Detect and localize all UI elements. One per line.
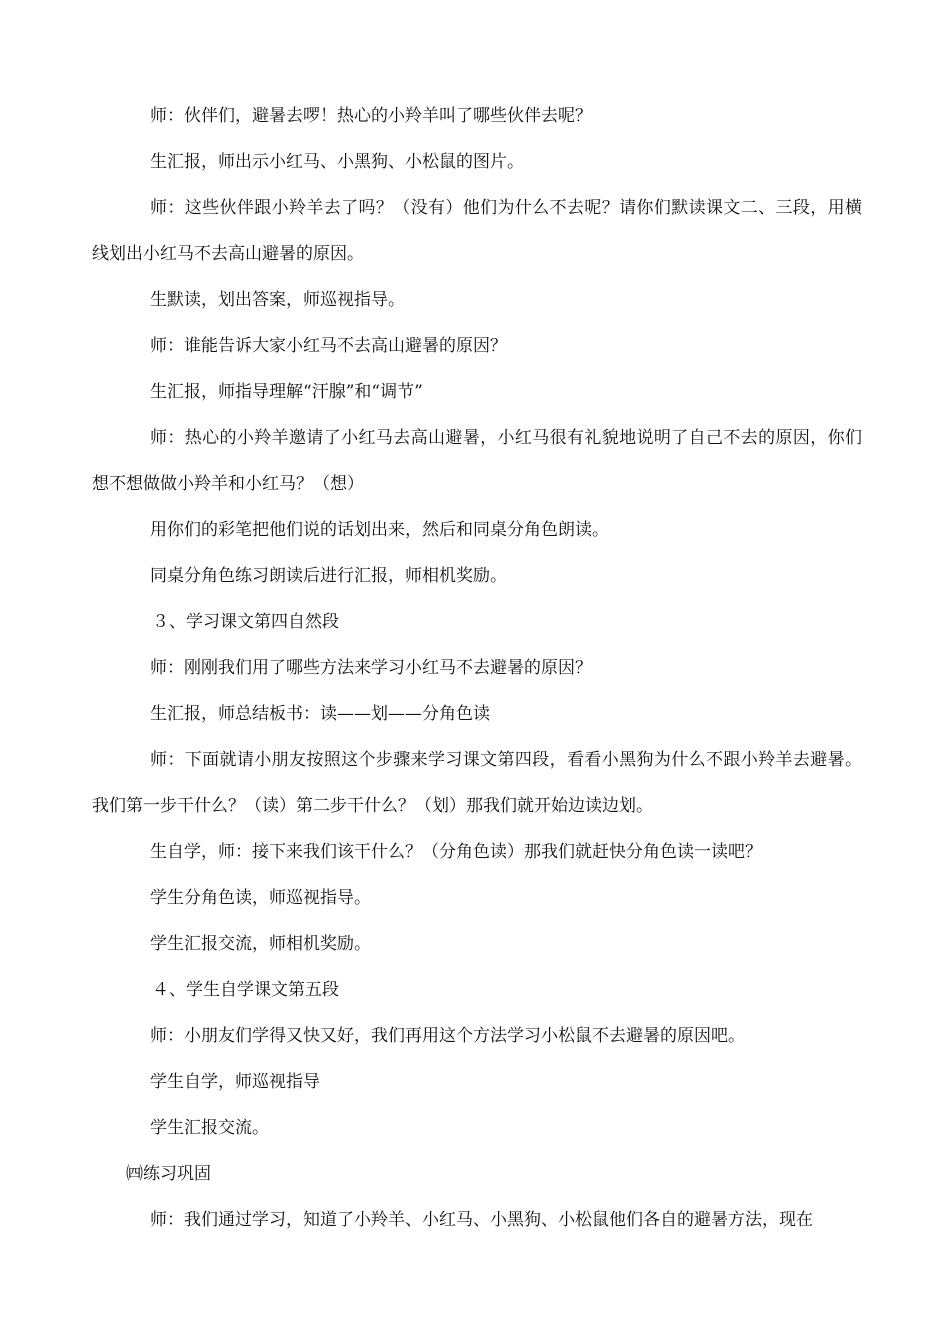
paragraph-19: 学生自学，师巡视指导 bbox=[150, 1072, 320, 1092]
paragraph-15: 学生分角色读，师巡视指导。 bbox=[150, 888, 371, 908]
paragraph-11: 师：刚刚我们用了哪些方法来学习小红马不去避暑的原因？ bbox=[150, 658, 592, 678]
paragraph-7: 师：热心的小羚羊邀请了小红马去高山避暑，小红马很有礼貌地说明了自己不去的原因，你们想不想做做小羚羊和小红马？（想） bbox=[92, 428, 862, 494]
paragraph-13: 师：下面就请小朋友按照这个步骤来学习课文第四段，看看小黑狗为什么不跟小羚羊去避暑。我们第一步干什么？（读）第二步干什么？（划）那我们就开始边读边划。 bbox=[92, 750, 862, 816]
paragraph-5: 师：谁能告诉大家小红马不去高山避暑的原因？ bbox=[150, 336, 507, 356]
paragraph-18: 师：小朋友们学得又快又好，我们再用这个方法学习小松鼠不去避暑的原因吧。 bbox=[150, 1026, 745, 1046]
paragraph-22: 师：我们通过学习，知道了小羚羊、小红马、小黑狗、小松鼠他们各自的避暑方法，现在 bbox=[150, 1210, 813, 1230]
section-heading-3: ３、学习课文第四自然段 bbox=[152, 612, 339, 632]
paragraph-1: 师：伙伴们，避暑去啰！热心的小羚羊叫了哪些伙伴去呢？ bbox=[150, 106, 592, 126]
paragraph-4: 生默读，划出答案，师巡视指导。 bbox=[150, 290, 405, 310]
paragraph-14: 生自学，师：接下来我们该干什么？（分角色读）那我们就赶快分角色读一读吧？ bbox=[150, 842, 762, 862]
document-body bbox=[92, 93, 862, 1243]
section-heading-practice: ㈣练习巩固 bbox=[126, 1164, 211, 1184]
section-heading-4: ４、学生自学课文第五段 bbox=[152, 980, 339, 1000]
paragraph-16: 学生汇报交流，师相机奖励。 bbox=[150, 934, 371, 954]
paragraph-8: 用你们的彩笔把他们说的话划出来，然后和同桌分角色朗读。 bbox=[150, 520, 609, 540]
paragraph-2: 生汇报，师出示小红马、小黑狗、小松鼠的图片。 bbox=[150, 152, 524, 172]
paragraph-6: 生汇报，师指导理解“汗腺”和“调节” bbox=[150, 382, 423, 402]
paragraph-3: 师：这些伙伴跟小羚羊去了吗？（没有）他们为什么不去呢？请你们默读课文二、三段，用横线划出小红马不去高山避暑的原因。 bbox=[92, 198, 862, 264]
paragraph-20: 学生汇报交流。 bbox=[150, 1118, 269, 1138]
paragraph-12: 生汇报，师总结板书：读——划——分角色读 bbox=[150, 704, 490, 724]
paragraph-9: 同桌分角色练习朗读后进行汇报，师相机奖励。 bbox=[150, 566, 507, 586]
